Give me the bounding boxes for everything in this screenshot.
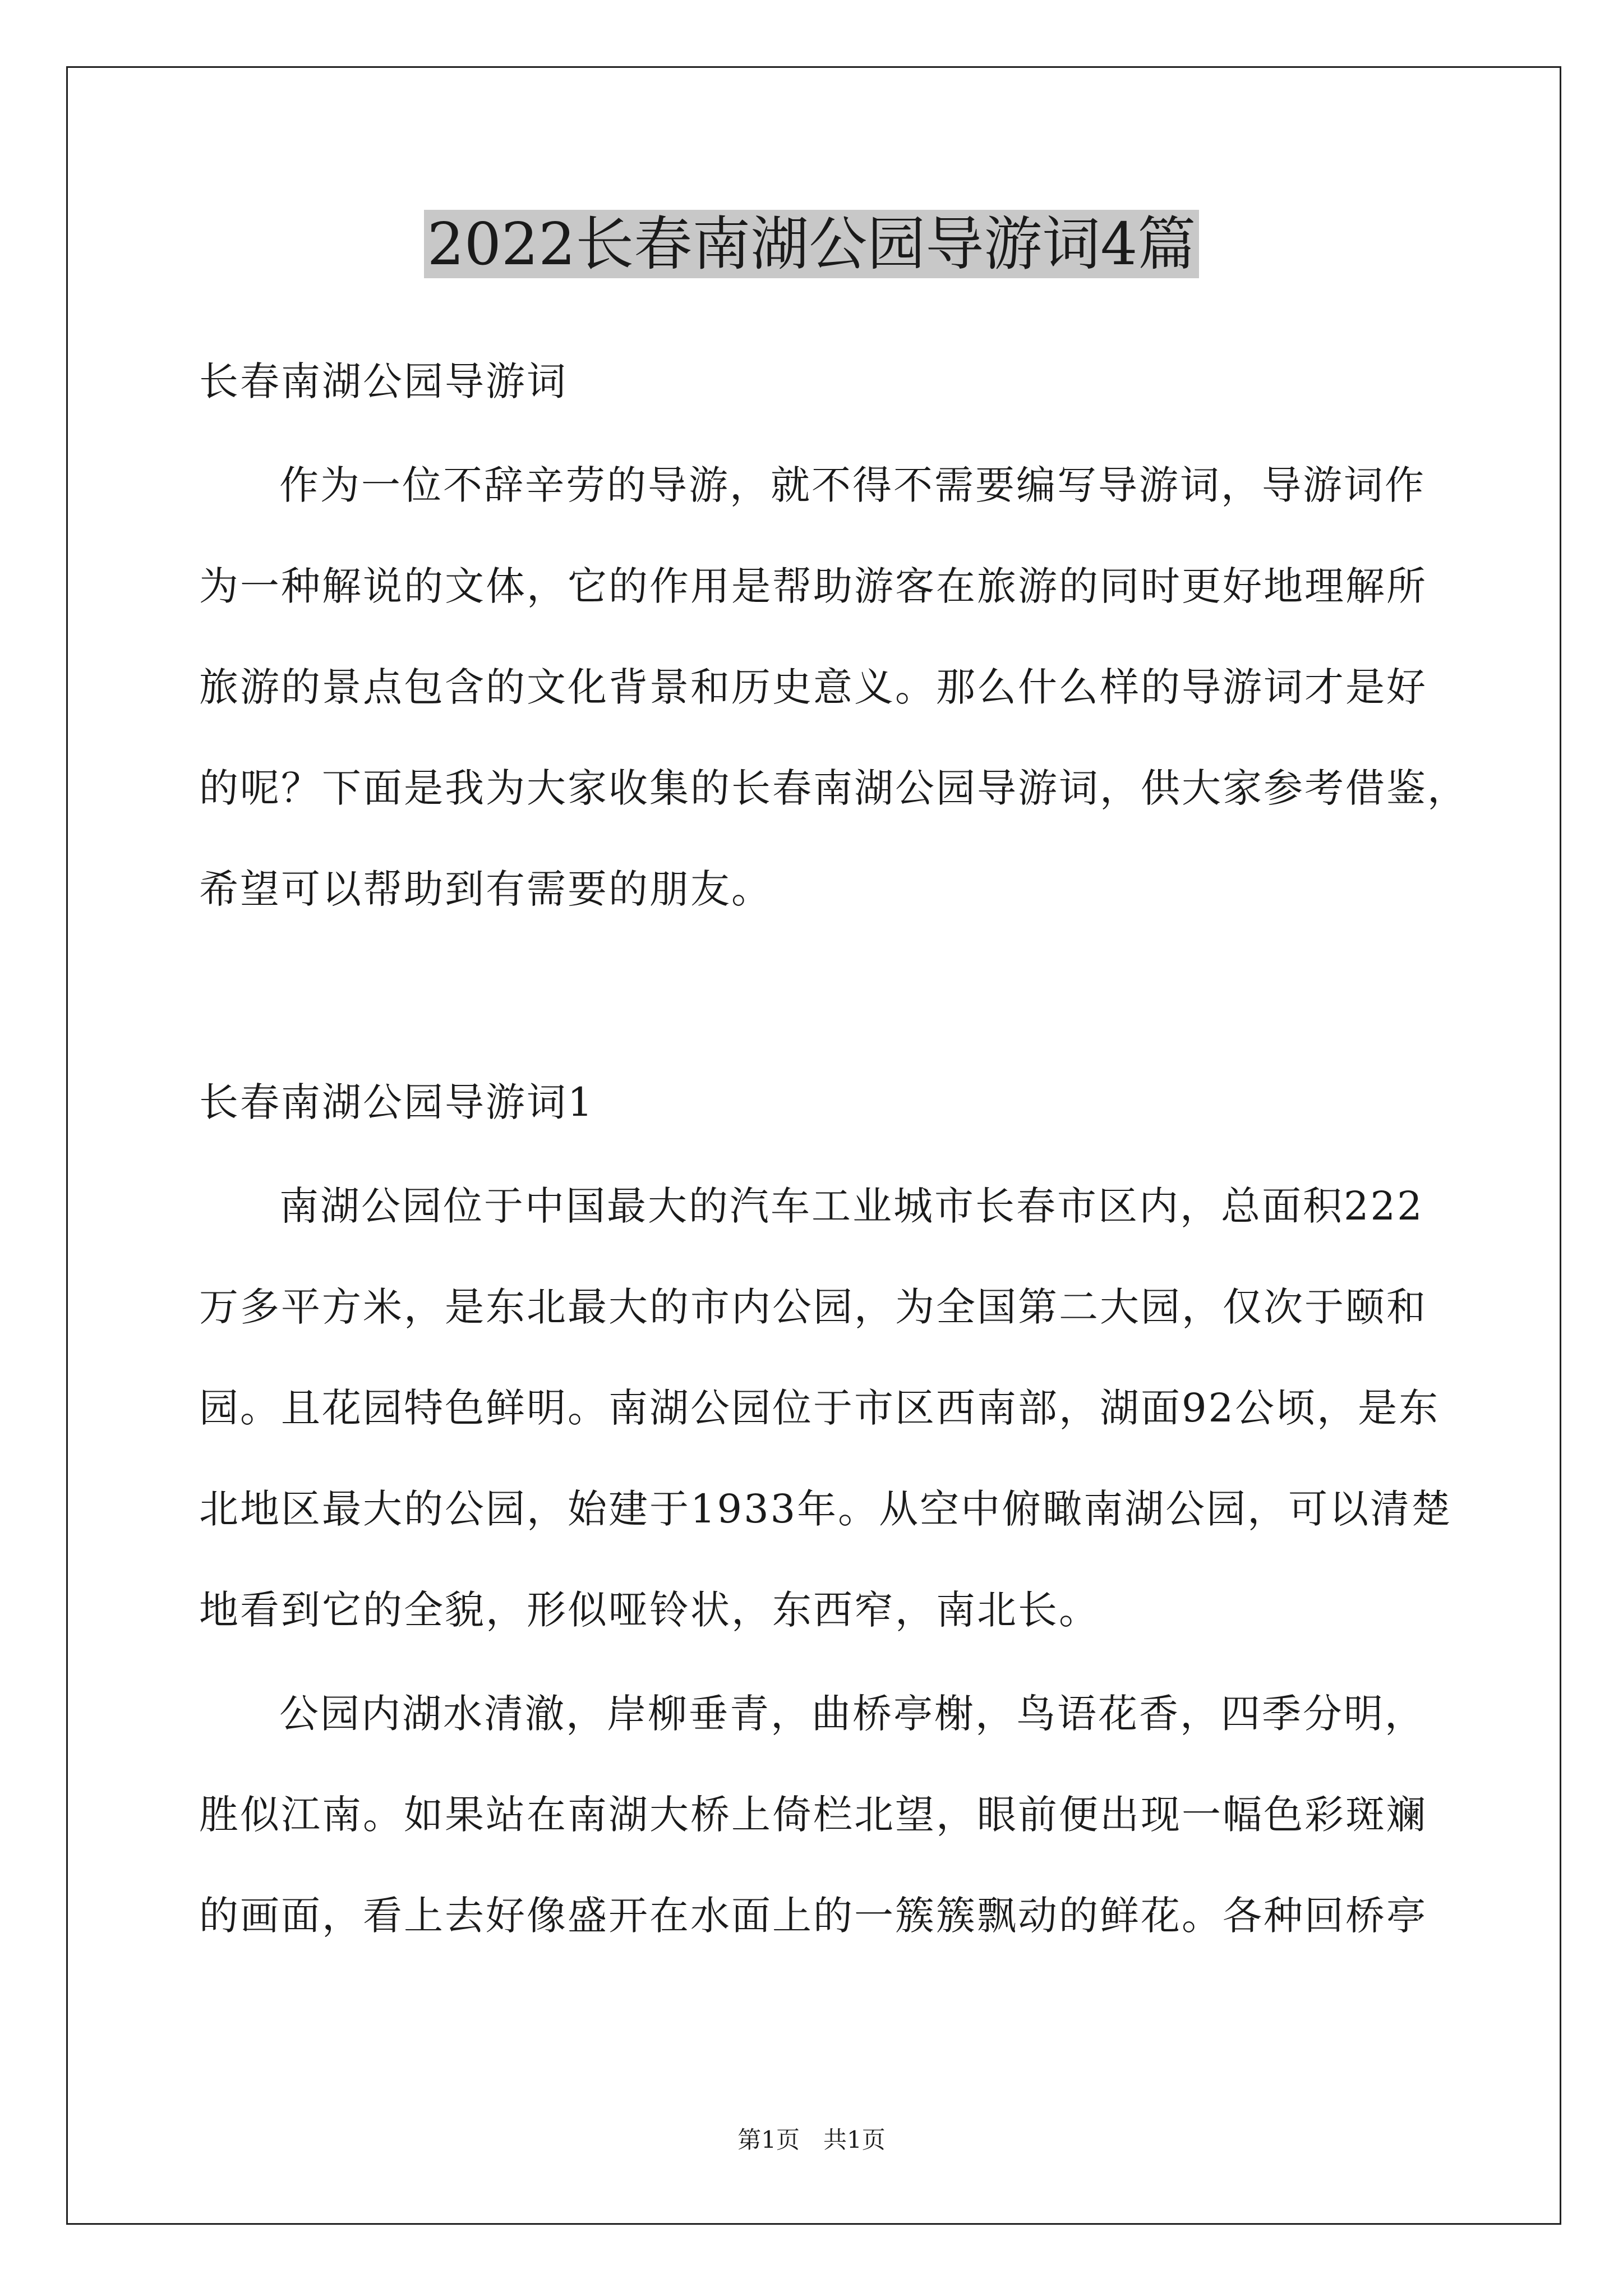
para2-line-2: 胜似江南。如果站在南湖大桥上倚栏北望，眼前便出现一幅色彩斑斓	[199, 1792, 1427, 1838]
intro-line-3: 旅游的景点包含的文化背景和历史意义。那么什么样的导游词才是好	[199, 664, 1427, 710]
intro-line-1: 作为一位不辞辛劳的导游，就不得不需要编写导游词，导游词作	[279, 462, 1426, 508]
section-heading-1: 长春南湖公园导游词1	[199, 1079, 594, 1125]
intro-line-5: 希望可以帮助到有需要的朋友。	[199, 866, 772, 912]
para1-line-2: 万多平方米，是东北最大的市内公园，为全国第二大园，仅次于颐和	[199, 1284, 1427, 1330]
document-title	[0, 202, 1623, 286]
para2-line-1: 公园内湖水清澈，岸柳垂青，曲桥亭榭，鸟语花香，四季分明，	[279, 1691, 1426, 1737]
intro-line-4: 的呢？下面是我为大家收集的长春南湖公园导游词，供大家参考借鉴，	[199, 765, 1468, 811]
para1-line-4: 北地区最大的公园，始建于1933年。从空中俯瞰南湖公园，可以清楚	[199, 1486, 1453, 1532]
page-footer: 第1页 共1页	[737, 2126, 886, 2154]
para2-line-3: 的画面，看上去好像盛开在水面上的一簇簇飘动的鲜花。各种回桥亭	[199, 1893, 1427, 1939]
intro-line-2: 为一种解说的文体，它的作用是帮助游客在旅游的同时更好地理解所	[199, 563, 1427, 609]
para1-line-5: 地看到它的全貌，形似哑铃状，东西窄，南北长。	[199, 1587, 1100, 1633]
para1-line-1: 南湖公园位于中国最大的汽车工业城市长春市区内，总面积222	[279, 1183, 1424, 1229]
document-title-text: 2022长春南湖公园导游词4篇	[424, 210, 1200, 278]
section-heading-intro: 长春南湖公园导游词	[199, 358, 568, 404]
para1-line-3: 园。且花园特色鲜明。南湖公园位于市区西南部，湖面92公顷，是东	[199, 1385, 1440, 1431]
